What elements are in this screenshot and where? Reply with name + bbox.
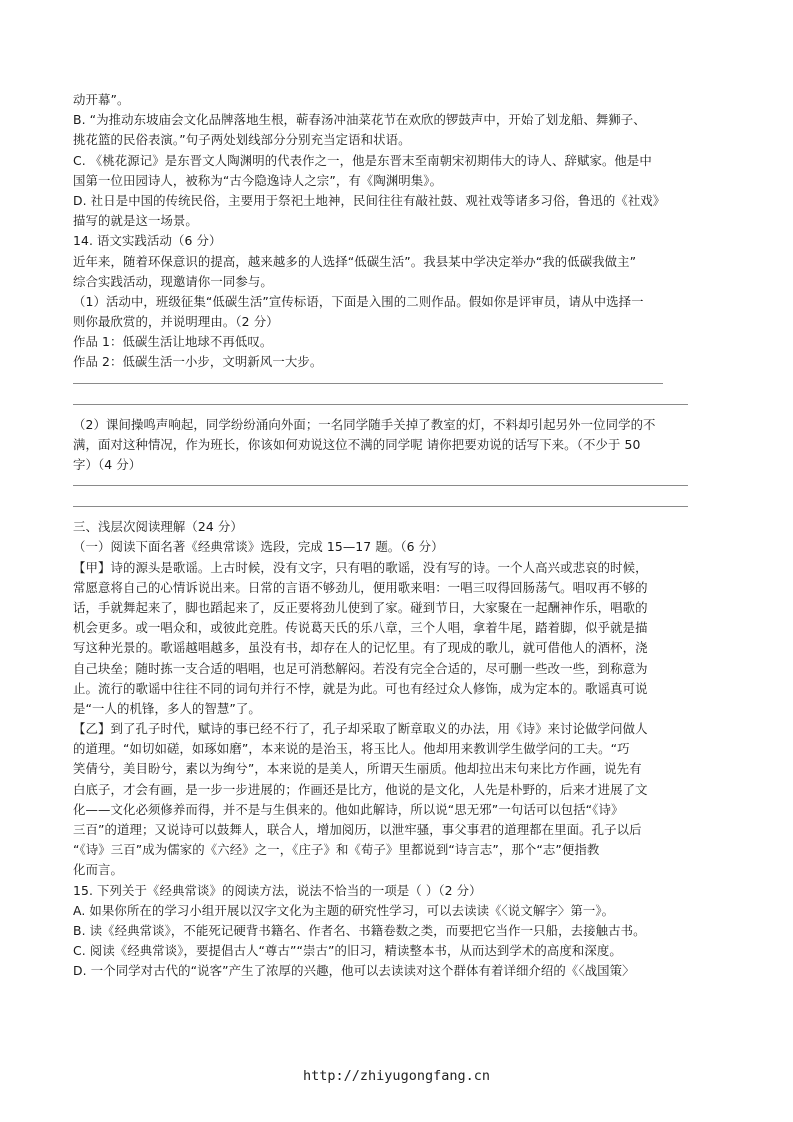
text-line: 国第一位田园诗人，被称为“古今隐逸诗人之宗”，有《陶渊明集》。 — [73, 172, 443, 188]
text-line: C. 《桃花源记》是东晋文人陶渊明的代表作之一，他是东晋末至南朝宋初期伟大的诗人、辞赋家。他是中 — [73, 152, 652, 168]
text-line: 三、浅层次阅读理解（24 分） — [73, 519, 243, 535]
text-line: 综合实践活动，现邀请你一同参与。 — [73, 273, 273, 289]
document-page — [73, 90, 723, 982]
text-line: 自己块垒；随时拣一支合适的唱唱，也足可消愁解闷。若没有完全合适的，尽可删一些改一些，到称意为 — [73, 660, 648, 676]
text-line: “《诗》三百”成为儒家的《六经》之一，《庄子》和《荀子》里都说到“诗言志”，那个“志”便指教 — [73, 842, 600, 858]
text-line: 【甲】诗的源头是歌谣。上古时候，没有文字，只有唱的歌谣，没有写的诗。一个人高兴或悲哀的时候， — [73, 559, 648, 575]
answer-line[interactable] — [73, 373, 723, 394]
text-line: 近年来，随着环保意识的提高，越来越多的人选择“低碳生活”。我县某中学决定举办“我的低碳我做主” — [73, 253, 637, 269]
section-question-13-14 — [73, 90, 723, 373]
text-line: 化而言。 — [73, 862, 123, 878]
text-line: 笑倩兮，美目盼兮，素以为绚兮”，本来说的是美人，所谓天生丽质。他却拉出末句来比方作画，说先有 — [73, 761, 642, 777]
answer-line[interactable] — [73, 475, 723, 496]
text-line: 满，面对这种情况，作为班长，你该如何劝说这位不满的同学呢 请你把要劝说的话写下来。（不少于 50 — [73, 436, 641, 452]
text-line: D. 社日是中国的传统民俗，主要用于祭祀土地神，民间往往有敲社鼓、观社戏等诸多习俗，鲁迅的《社戏》 — [73, 192, 666, 208]
text-line: 化——文化必须修养而得，并不是与生俱来的。他如此解诗，所以说“思无邪”一句话可以包括“《诗》 — [73, 801, 624, 817]
text-line: 写这种光景的。歌谣越唱越多，虽没有书，却存在人的记忆里。有了现成的歌儿，就可借他人的酒杯，浇 — [73, 640, 648, 656]
text-line: 动开幕”。 — [73, 92, 130, 107]
text-line: 三百”的道理；又说诗可以鼓舞人，联合人，增加阅历，以泄牢骚，事父事君的道理都在里面。孔子以后 — [73, 822, 642, 837]
text-line: 机会更多。或一唱众和，或彼此竞胜。传说葛天氏的乐八章，三个人唱，拿着牛尾，踏着脚，似乎就是描 — [73, 620, 648, 636]
text-line: 则你最欣赏的，并说明理由。（2 分） — [73, 314, 279, 330]
text-line: 止。流行的歌谣中往往不同的词句并行不悖，就是为此。可也有经过众人修饰，成为定本的。歌谣真可说 — [73, 680, 648, 696]
answer-line[interactable] — [73, 394, 723, 415]
text-line: 作品 1：低碳生活让地球不再低叹。 — [73, 334, 273, 350]
text-line: 话，手就舞起来了，脚也蹈起来了，反正要将劲儿使到了家。碰到节日，大家聚在一起酬神作乐，唱歌的 — [73, 599, 648, 615]
answer-line[interactable] — [73, 496, 723, 517]
text-line: B. “为推动东坡庙会文化品牌落地生根，蕲春汤冲油菜花节在欢欣的锣鼓声中，开始了划龙船、舞狮子、 — [73, 112, 646, 128]
section-question-14-2 — [73, 415, 723, 476]
text-line: 白底子，才会有画，是一步一步进展的；作画还是比方，他说的是文化，人先是朴野的，后来才进展了文 — [73, 781, 648, 797]
text-line: D. 一个同学对古代的“说客”产生了浓厚的兴趣，他可以去读读对这个群体有着详细介绍的《〈战国策〉 — [73, 963, 635, 979]
text-line: 【乙】到了孔子时代，赋诗的事已经不行了，孔子却采取了断章取义的办法，用《诗》来讨论做学问做人 — [73, 721, 648, 737]
text-line: 描写的就是这一场景。 — [73, 213, 198, 229]
text-line: 15. 下列关于《经典常谈》的阅读方法，说法不恰当的一项是（ ）（2 分） — [73, 882, 482, 898]
text-line: 是“一人的机锋，多人的智慧”了。 — [73, 700, 261, 716]
text-line: B. 读《经典常谈》，不能死记硬背书籍名、作者名、书籍卷数之类，而要把它当作一只船，去接触古书。 — [73, 922, 646, 938]
text-line: C. 阅读《经典常谈》，要提倡古人“尊古”“崇古”的旧习，精读整本书，从而达到学术的高度和深度。 — [73, 943, 622, 959]
text-line: 的道理。“如切如磋，如琢如磨”，本来说的是治玉，将玉比人。他却用来教训学生做学问的工夫。“巧 — [73, 741, 630, 757]
text-line: 14. 语文实践活动（6 分） — [73, 233, 222, 249]
text-line: （2）课间操鸣声响起，同学纷纷涌向外面；一名同学随手关掉了教室的灯，不料却引起另外一位同学的不 — [73, 416, 656, 432]
text-line: （1）活动中，班级征集“低碳生活”宣传标语，下面是入围的二则作品。假如你是评审员，请从中选择一 — [73, 293, 644, 309]
text-line: A. 如果你所在的学习小组开展以汉字文化为主题的研究性学习，可以去读读《〈说文解字〉第一》。 — [73, 902, 615, 918]
section-reading — [73, 517, 723, 981]
text-line: 常愿意将自己的心情诉说出来。日常的言语不够劲儿，便用歌来唱：一唱三叹得回肠荡气。唱叹再不够的 — [73, 579, 648, 595]
text-line: 挑花篮的民俗表演。”句子两处划线部分分别充当定语和状语。 — [73, 132, 411, 148]
footer-url[interactable]: http://zhiyugongfang.cn — [303, 1068, 490, 1084]
text-line: 字）（4 分） — [73, 457, 142, 472]
text-line: 作品 2：低碳生活一小步，文明新风一大步。 — [73, 354, 323, 370]
text-line: （一）阅读下面名著《经典常谈》选段，完成 15—17 题。（6 分） — [73, 539, 444, 555]
